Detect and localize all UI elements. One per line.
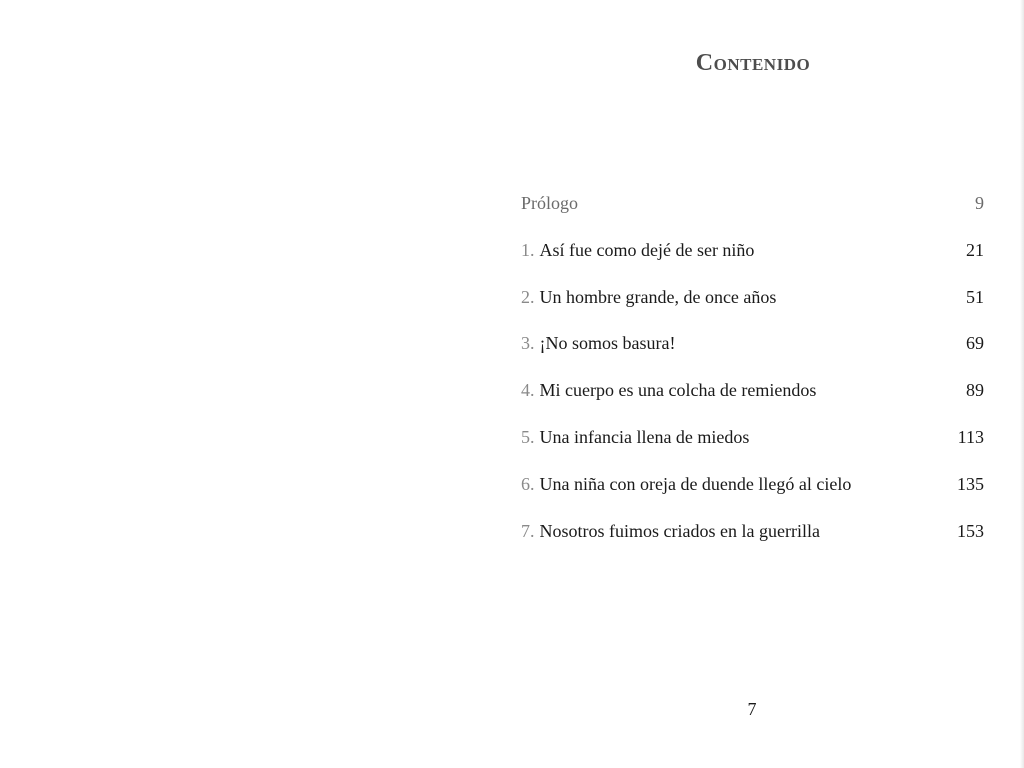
toc-entry-chapter-5[interactable] <box>521 427 984 474</box>
toc-entry-title <box>521 474 851 495</box>
toc-entry-page: 135 <box>957 473 984 494</box>
toc-entry-title <box>521 333 675 354</box>
toc-entry-number: 5. <box>521 426 535 447</box>
toc-entry-label: Un hombre grande, de once años <box>539 286 777 307</box>
toc-entry-prologue[interactable] <box>521 193 984 240</box>
toc-entry-label: Una infancia llena de miedos <box>539 426 750 447</box>
toc-entry-number: 6. <box>521 473 535 494</box>
toc-entry-page: 113 <box>957 426 984 447</box>
table-of-contents <box>521 193 984 567</box>
toc-entry-page: 9 <box>975 193 984 213</box>
toc-entry-number: 1. <box>521 239 535 260</box>
toc-entry-label: Una niña con oreja de duende llegó al cielo <box>539 473 852 494</box>
toc-entry-label: Así fue como dejé de ser niño <box>539 239 755 260</box>
toc-entry-page: 51 <box>966 286 984 307</box>
toc-entry-chapter-7[interactable] <box>521 521 984 568</box>
toc-entry-title <box>521 240 754 261</box>
toc-entry-title <box>521 380 816 401</box>
toc-entry-label: Mi cuerpo es una colcha de remiendos <box>539 380 817 401</box>
toc-entry-page: 89 <box>966 380 984 401</box>
toc-entry-chapter-6[interactable] <box>521 474 984 521</box>
toc-entry-chapter-4[interactable] <box>521 380 984 427</box>
toc-entry-page: 69 <box>966 333 984 354</box>
toc-entry-page: 21 <box>966 239 984 260</box>
toc-entry-label: ¡No somos basura! <box>539 333 676 354</box>
toc-entry-number: 3. <box>521 333 535 354</box>
toc-entry-number: 2. <box>521 286 535 307</box>
toc-entry-title <box>521 427 749 448</box>
toc-entry-label: Nosotros fuimos criados en la guerrilla <box>539 520 820 541</box>
page-edge-shadow <box>1020 0 1024 768</box>
toc-entry-number: 7. <box>521 520 535 541</box>
toc-entry-page: 153 <box>957 520 984 541</box>
page-number: 7 <box>747 699 757 719</box>
toc-entry-title: Prólogo <box>521 193 579 213</box>
toc-entry-chapter-2[interactable] <box>521 287 984 334</box>
toc-entry-title <box>521 287 776 308</box>
toc-entry-number: 4. <box>521 380 535 401</box>
page-title: Contenido <box>695 50 811 76</box>
toc-entry-title <box>521 521 820 542</box>
toc-entry-chapter-3[interactable] <box>521 333 984 380</box>
toc-entry-chapter-1[interactable] <box>521 240 984 287</box>
